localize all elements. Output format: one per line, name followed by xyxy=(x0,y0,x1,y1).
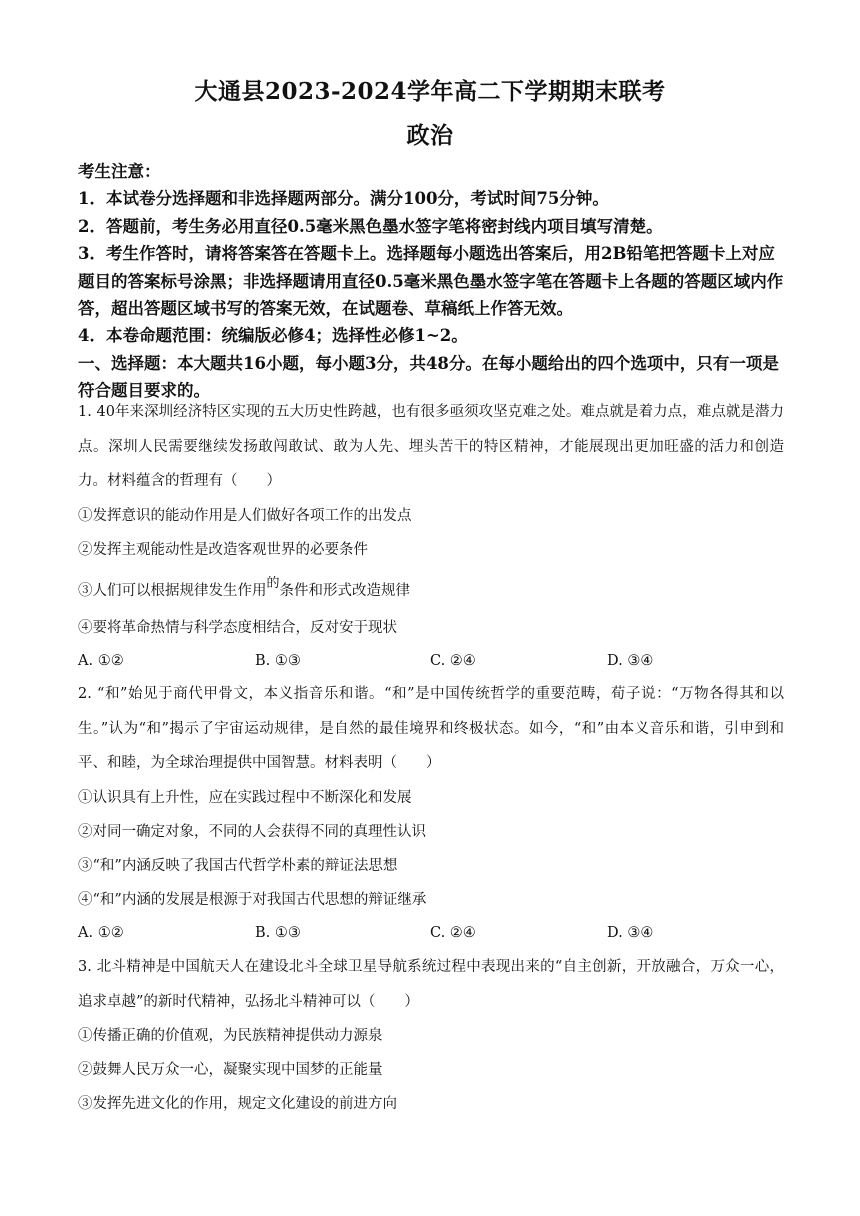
option-b: B. ①③ xyxy=(255,924,301,941)
exam-title: 大通县2023-2024学年高二下学期期末联考 xyxy=(194,78,666,105)
option-d: D. ③④ xyxy=(607,652,654,669)
question-3 xyxy=(78,950,784,1121)
question-stem: 2. “和”始见于商代甲骨文，本义指音乐和谐。“和”是中国传统哲学的重要范畴，荀子说：“万物各得其和以生。”认为“和”揭示了宇宙运动规律，是自然的最佳境界和终极状态。如今，“和”由本义音乐和谐，引申到和平、和睦，为全球治理提供中国智慧。材料表明（ ） xyxy=(78,686,784,771)
statement: ②鼓舞人民万众一心，凝聚实现中国梦的正能量 xyxy=(78,1062,383,1078)
section-heading: 一、选择题：本大题共16小题，每小题3分，共48分。在每小题给出的四个选项中，只有一项是符合题目要求的。 xyxy=(78,353,779,401)
statement: ②发挥主观能动性是改造客观世界的必要条件 xyxy=(78,541,368,558)
statement: ①认识具有上升性，应在实践过程中不断深化和发展 xyxy=(78,789,412,806)
question-stem: 3. 北斗精神是中国航天人在建设北斗全球卫星导航系统过程中表现出来的“自主创新，开放融合，万众一心，追求卓越”的新时代精神，弘扬北斗精神可以（ ） xyxy=(78,959,784,1010)
option-a: A. ①② xyxy=(78,652,124,669)
notice-block xyxy=(78,158,784,405)
notice-item: 4．本卷命题范围：统编版必修4；选择性必修1~2。 xyxy=(78,326,468,346)
notice-item: 2．答题前，考生务必用直径0.5毫米黑色墨水签字笔将密封线内项目填写清楚。 xyxy=(78,216,663,236)
option-a: A. ①② xyxy=(78,924,124,941)
statement: ③发挥先进文化的作用，规定文化建设的前进方向 xyxy=(78,1096,397,1112)
notice-item: 3．考生作答时，请将答案答在答题卡上。选择题每小题选出答案后，用2B铅笔把答题卡上对应题目的答案标号涂黑；非选择题请用直径0.5毫米黑色墨水签字笔在答题卡上各题的答题区域内作答，超出答题区域书写的答案无效，在试题卷、草稿纸上作答无效。 xyxy=(78,244,784,319)
option-d: D. ③④ xyxy=(607,924,654,941)
statement-text: 条件和形式改造规律 xyxy=(279,582,411,599)
statement: ①发挥意识的能动作用是人们做好各项工作的出发点 xyxy=(78,507,412,524)
statement xyxy=(78,567,784,611)
options-row xyxy=(78,917,784,949)
statement: ③“和”内涵反映了我国古代哲学朴素的辩证法思想 xyxy=(78,857,398,874)
statement-text: ③人们可以根据规律发生作用 xyxy=(78,582,267,599)
notice-heading: 考生注意： xyxy=(78,162,161,181)
statement-superscript: 的 xyxy=(266,575,280,591)
question-1 xyxy=(78,395,784,677)
statement: ④要将革命热情与科学态度相结合，反对安于现状 xyxy=(78,619,397,636)
question-2 xyxy=(78,677,784,949)
question-stem: 1. 40年来深圳经济特区实现的五大历史性跨越，也有很多亟须攻坚克难之处。难点就是着力点，难点就是潜力点。深圳人民需要继续发扬敢闯敢试、敢为人先、埋头苦干的特区精神，才能展现出更加旺盛的活力和创造力。材料蕴含的哲理有（ ） xyxy=(78,404,784,489)
options-row xyxy=(78,645,784,677)
statement: ①传播正确的价值观，为民族精神提供动力源泉 xyxy=(78,1028,383,1044)
option-c: C. ②④ xyxy=(430,924,476,941)
notice-item: 1．本试卷分选择题和非选择题两部分。满分100分，考试时间75分钟。 xyxy=(78,189,609,209)
option-c: C. ②④ xyxy=(430,652,476,669)
option-b: B. ①③ xyxy=(255,652,301,669)
exam-subject: 政治 xyxy=(406,122,454,149)
statement: ④“和”内涵的发展是根源于对我国古代思想的辩证继承 xyxy=(78,891,427,908)
statement: ②对同一确定对象，不同的人会获得不同的真理性认识 xyxy=(78,823,426,840)
